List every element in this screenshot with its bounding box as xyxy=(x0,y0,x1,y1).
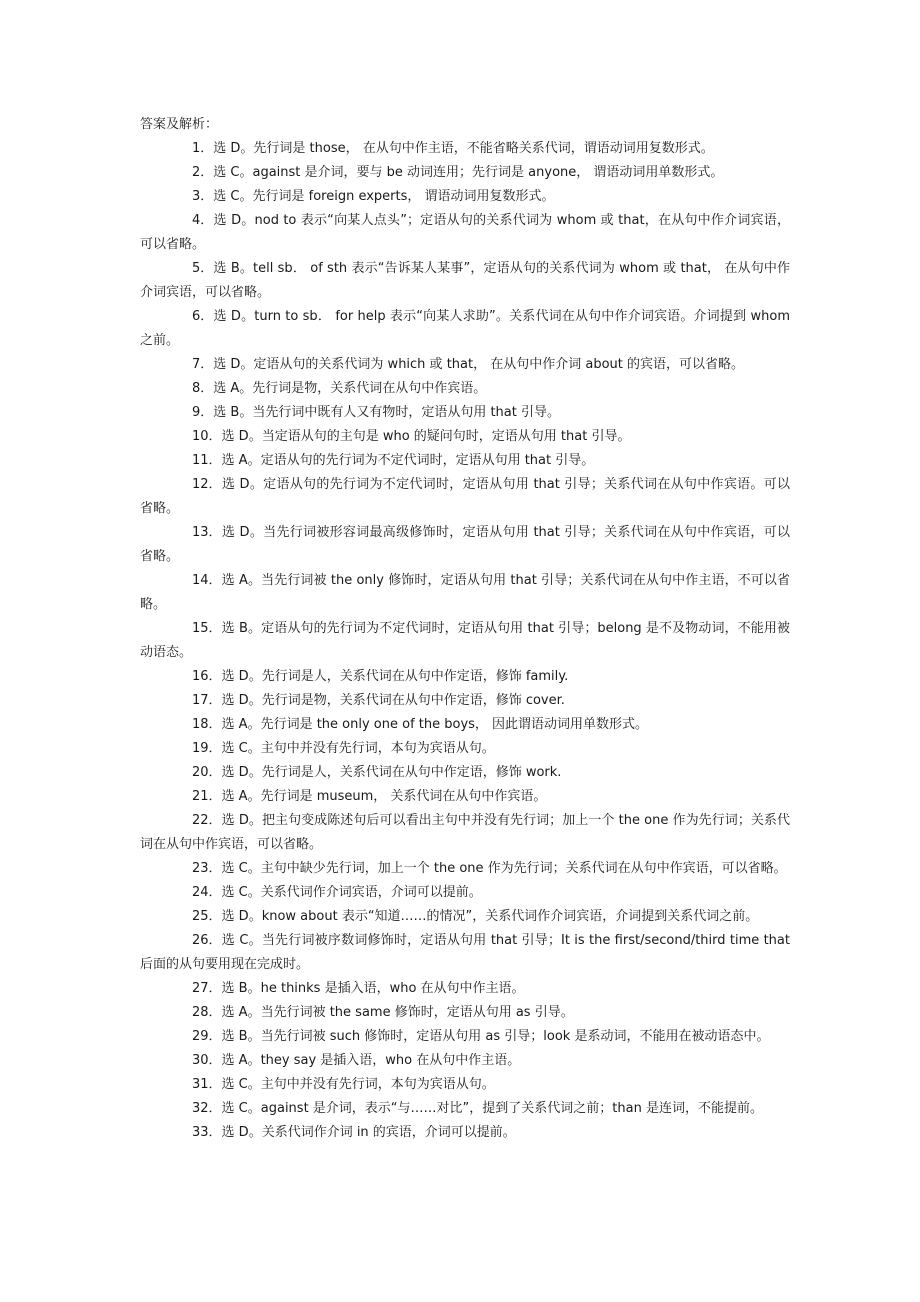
answer-entry xyxy=(140,689,790,713)
answer-text: 选 B。当先行词被 such 修饰时，定语从句用 as 引导；look 是系动词，不能用在被动语态中。 xyxy=(221,1029,770,1044)
answer-entry xyxy=(140,977,790,1001)
answer-number: 33． xyxy=(192,1125,222,1140)
answer-number: 2． xyxy=(192,165,214,180)
answer-number: 20． xyxy=(192,765,222,780)
answer-number: 13． xyxy=(192,525,222,540)
answer-text: 选 D。当定语从句的主句是 who 的疑问句时，定语从句用 that 引导。 xyxy=(221,429,631,444)
answer-entry xyxy=(140,761,790,785)
answer-text: 选 B。定语从句的先行词为不定代词时，定语从句用 that 引导；belong 是不及物动词，不能用被动语态。 xyxy=(140,621,790,660)
answer-text: 选 C。主句中并没有先行词，本句为宾语从句。 xyxy=(221,741,495,756)
answer-heading: 答案及解析： xyxy=(140,117,219,132)
answer-number: 28． xyxy=(192,1005,222,1020)
answer-text: 选 B。tell sb． of sth 表示“告诉某人某事”，定语从句的关系代词为 whom 或 that， 在从句中作介词宾语，可以省略。 xyxy=(140,261,790,300)
answer-number: 26． xyxy=(192,933,222,948)
answer-text: 选 D。当先行词被形容词最高级修饰时，定语从句用 that 引导；关系代词在从句中作宾语，可以省略。 xyxy=(140,525,790,564)
answer-entry xyxy=(140,473,790,521)
answer-text: 选 A。定语从句的先行词为不定代词时，定语从句用 that 引导。 xyxy=(221,453,595,468)
answer-entry xyxy=(140,425,790,449)
answer-text: 选 D。定语从句的关系代词为 which 或 that， 在从句中作介词 about 的宾语，可以省略。 xyxy=(213,357,744,372)
answer-entry xyxy=(140,353,790,377)
answer-entry xyxy=(140,905,790,929)
answer-entry xyxy=(140,617,790,665)
answer-text: 选 C。against 是介词，要与 be 动词连用；先行词是 anyone， 谓语动词用单数形式。 xyxy=(213,165,724,180)
answer-text: 选 A。先行词是物，关系代词在从句中作宾语。 xyxy=(213,381,487,396)
answer-number: 8． xyxy=(192,381,214,396)
answer-entry xyxy=(140,305,790,353)
answer-entry xyxy=(140,737,790,761)
answer-entry xyxy=(140,185,790,209)
answer-number: 16． xyxy=(192,669,222,684)
answer-text: 选 A。当先行词被 the only 修饰时，定语从句用 that 引导；关系代词在从句中作主语，不可以省略。 xyxy=(140,573,790,612)
answer-entry xyxy=(140,401,790,425)
answer-text: 选 B。当先行词中既有人又有物时，定语从句用 that 引导。 xyxy=(213,405,560,420)
answer-text: 选 D。先行词是 those， 在从句中作主语，不能省略关系代词，谓语动词用复数形式。 xyxy=(213,141,714,156)
answer-number: 25． xyxy=(192,909,222,924)
answer-entry xyxy=(140,857,790,881)
answer-number: 24． xyxy=(192,885,222,900)
answer-entry xyxy=(140,257,790,305)
answer-entry xyxy=(140,809,790,857)
answer-number: 7． xyxy=(192,357,214,372)
answer-text: 选 D。先行词是物，关系代词在从句中作定语，修饰 cover. xyxy=(221,693,565,708)
answer-number: 19． xyxy=(192,741,222,756)
answer-number: 32． xyxy=(192,1101,222,1116)
answer-number: 17． xyxy=(192,693,222,708)
answer-entry xyxy=(140,1073,790,1097)
answer-text: 选 D。关系代词作介词 in 的宾语，介词可以提前。 xyxy=(221,1125,516,1140)
answer-entry xyxy=(140,209,790,257)
answer-number: 22． xyxy=(192,813,222,828)
answer-entry xyxy=(140,929,790,977)
answer-entry xyxy=(140,1097,790,1121)
answer-entry xyxy=(140,665,790,689)
answer-entry xyxy=(140,1121,790,1145)
answer-text: 选 A。当先行词被 the same 修饰时，定语从句用 as 引导。 xyxy=(221,1005,574,1020)
answer-text: 选 C。主句中缺少先行词，加上一个 the one 作为先行词；关系代词在从句中作宾语，可以省略。 xyxy=(221,861,787,876)
answer-number: 11． xyxy=(192,453,222,468)
answer-entry xyxy=(140,137,790,161)
answer-number: 31． xyxy=(192,1077,222,1092)
answer-text: 选 D。先行词是人，关系代词在从句中作定语，修饰 work. xyxy=(221,765,562,780)
answer-entry xyxy=(140,1025,790,1049)
answer-number: 12． xyxy=(192,477,222,492)
answer-entry xyxy=(140,449,790,473)
answer-number: 9． xyxy=(192,405,214,420)
answer-text: 选 A。先行词是 museum， 关系代词在从句中作宾语。 xyxy=(221,789,547,804)
answer-text: 选 A。they say 是插入语，who 在从句中作主语。 xyxy=(221,1053,521,1068)
answer-number: 23． xyxy=(192,861,222,876)
answer-number: 1． xyxy=(192,141,214,156)
answer-text: 选 D。know about 表示“知道……的情况”，关系代词作介词宾语，介词提到关系代词之前。 xyxy=(221,909,759,924)
answer-entry xyxy=(140,569,790,617)
answer-text: 选 C。关系代词作介词宾语，介词可以提前。 xyxy=(221,885,482,900)
answer-text: 选 D。把主句变成陈述句后可以看出主句中并没有先行词；加上一个 the one 作为先行词；关系代词在从句中作宾语，可以省略。 xyxy=(140,813,790,852)
answer-text: 选 D。先行词是人，关系代词在从句中作定语，修饰 family. xyxy=(221,669,569,684)
answer-entry xyxy=(140,1001,790,1025)
answer-text: 选 D。定语从句的先行词为不定代词时，定语从句用 that 引导；关系代词在从句中作宾语。可以省略。 xyxy=(140,477,790,516)
answer-number: 21． xyxy=(192,789,222,804)
answer-number: 27． xyxy=(192,981,222,996)
answer-entry xyxy=(140,713,790,737)
answer-number: 5． xyxy=(192,261,214,276)
document-page xyxy=(140,113,790,1145)
answer-number: 10． xyxy=(192,429,222,444)
answer-text: 选 C。主句中并没有先行词，本句为宾语从句。 xyxy=(221,1077,495,1092)
answer-number: 14． xyxy=(192,573,222,588)
answer-number: 4． xyxy=(192,213,214,228)
answer-list xyxy=(140,137,790,1145)
answer-text: 选 A。先行词是 the only one of the boys， 因此谓语动词用单数形式。 xyxy=(221,717,649,732)
answer-text: 选 D。nod to 表示“向某人点头”；定语从句的关系代词为 whom 或 that，在从句中作介词宾语，可以省略。 xyxy=(140,213,790,252)
answer-number: 3． xyxy=(192,189,214,204)
answer-text: 选 C。当先行词被序数词修饰时，定语从句用 that 引导；It is the first/second/third time that 后面的从句要用现在完成时。 xyxy=(140,933,790,972)
answer-entry xyxy=(140,521,790,569)
answer-entry xyxy=(140,161,790,185)
answer-text: 选 B。he thinks 是插入语，who 在从句中作主语。 xyxy=(221,981,525,996)
answer-text: 选 C。against 是介词，表示“与……对比”，提到了关系代词之前；than 是连词，不能提前。 xyxy=(221,1101,763,1116)
answer-text: 选 D。turn to sb． for help 表示“向某人求助”。关系代词在从句中作介词宾语。介词提到 whom 之前。 xyxy=(140,309,790,348)
answer-entry xyxy=(140,881,790,905)
answer-entry xyxy=(140,377,790,401)
answer-entry xyxy=(140,1049,790,1073)
answer-number: 29． xyxy=(192,1029,222,1044)
answer-number: 6． xyxy=(192,309,214,324)
answer-number: 15． xyxy=(192,621,222,636)
answer-number: 18． xyxy=(192,717,222,732)
answer-text: 选 C。先行词是 foreign experts， 谓语动词用复数形式。 xyxy=(213,189,555,204)
answer-number: 30． xyxy=(192,1053,222,1068)
answer-entry xyxy=(140,785,790,809)
